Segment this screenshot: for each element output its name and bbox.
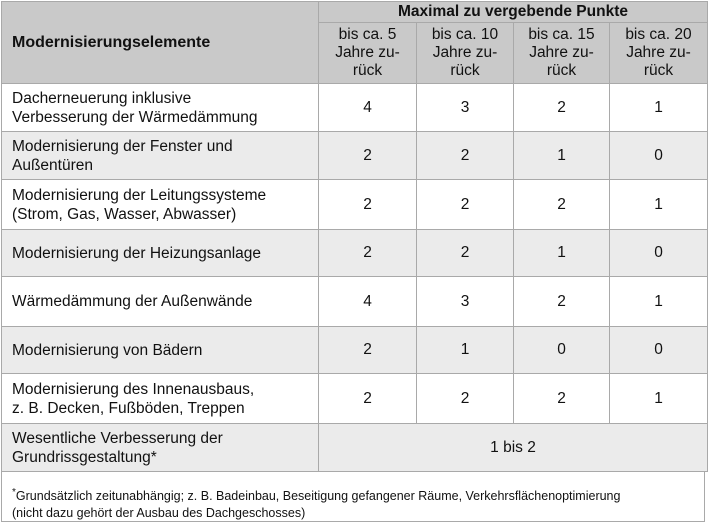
footnote-line-1: Grundsätzlich zeitunabhängig; z. B. Badeinbau, Beseitigung gefangener Räume, Verkehrsflächenoptimierung	[15, 489, 621, 504]
row-label-line-2: Verbesserung der Wärmedämmung	[12, 108, 258, 126]
column-header	[417, 23, 514, 84]
points-cell: 3	[417, 84, 514, 132]
column-header-line-1: bis ca. 15	[528, 26, 595, 43]
footnote-line-2: (nicht dazu gehört der Ausbau des Dachgeschosses)	[12, 506, 306, 521]
row-element-label	[2, 230, 319, 277]
row-element-label	[2, 424, 319, 472]
points-cell: 0	[610, 132, 708, 180]
column-header	[610, 23, 708, 84]
points-cell: 2	[514, 180, 610, 230]
points-cell: 0	[610, 327, 708, 374]
column-header	[319, 23, 417, 84]
row-label-line-1: Modernisierung der Fenster und	[12, 137, 233, 155]
table-row	[2, 230, 708, 277]
header-modernisation-elements: Modernisierungselemente	[2, 2, 319, 84]
points-cell: 1	[610, 180, 708, 230]
row-label-line-1: Modernisierung von Bädern	[12, 341, 203, 359]
column-header-line-3: rück	[643, 62, 674, 79]
points-cell: 2	[319, 374, 417, 424]
table-row	[2, 374, 708, 424]
footnote-marker: *	[12, 487, 16, 498]
column-header-line-2: Jahre zu-	[335, 44, 400, 61]
row-label-line-1: Dacherneuerung inklusive	[12, 89, 192, 107]
row-element-label	[2, 277, 319, 327]
points-cell: 2	[514, 374, 610, 424]
footnote	[1, 472, 705, 522]
row-element-label	[2, 84, 319, 132]
table-row	[2, 132, 708, 180]
points-cell: 1	[514, 230, 610, 277]
table-row	[2, 84, 708, 132]
points-cell: 2	[319, 180, 417, 230]
points-cell-merged: 1 bis 2	[319, 424, 708, 472]
table-row	[2, 277, 708, 327]
row-label-line-1: Wesentliche Verbesserung der	[12, 429, 223, 447]
table-row-floor-plan	[2, 424, 708, 472]
row-label-line-2: z. B. Decken, Fußböden, Treppen	[12, 399, 245, 417]
points-cell: 2	[417, 230, 514, 277]
row-element-label	[2, 180, 319, 230]
points-cell: 1	[417, 327, 514, 374]
header-max-points: Maximal zu vergebende Punkte	[319, 2, 708, 23]
row-label-line-1: Modernisierung der Leitungssysteme	[12, 186, 267, 204]
row-label-line-2: (Strom, Gas, Wasser, Abwasser)	[12, 205, 237, 223]
row-label-line-1: Modernisierung der Heizungsanlage	[12, 244, 262, 262]
points-cell: 2	[319, 132, 417, 180]
points-cell: 2	[319, 230, 417, 277]
row-label-line-2: Außentüren	[12, 156, 93, 174]
points-cell: 2	[417, 132, 514, 180]
points-cell: 2	[417, 374, 514, 424]
column-header-line-2: Jahre zu-	[626, 44, 691, 61]
column-header-line-3: rück	[450, 62, 480, 79]
column-header-line-3: rück	[352, 62, 383, 79]
points-cell: 0	[514, 327, 610, 374]
column-header-line-2: Jahre zu-	[529, 44, 594, 61]
row-element-label	[2, 132, 319, 180]
points-cell: 1	[610, 374, 708, 424]
column-header-line-3: rück	[546, 62, 577, 79]
row-label-line-1: Modernisierung des Innenausbaus,	[12, 380, 255, 398]
points-cell: 1	[610, 277, 708, 327]
table-row	[2, 180, 708, 230]
column-header-line-2: Jahre zu-	[432, 44, 498, 61]
points-cell: 1	[610, 84, 708, 132]
column-header	[514, 23, 610, 84]
points-cell: 4	[319, 277, 417, 327]
column-header-line-1: bis ca. 20	[625, 26, 692, 43]
modernisation-points-table-container	[1, 1, 707, 522]
row-label-line-1: Wärmedämmung der Außenwände	[12, 293, 253, 310]
points-cell: 1	[514, 132, 610, 180]
row-element-label	[2, 327, 319, 374]
points-cell: 2	[514, 84, 610, 132]
points-cell: 3	[417, 277, 514, 327]
table-row	[2, 327, 708, 374]
row-element-label	[2, 374, 319, 424]
points-cell: 4	[319, 84, 417, 132]
table-body	[2, 84, 708, 472]
row-label-line-2: Grundrissgestaltung*	[12, 448, 157, 466]
column-header-line-1: bis ca. 10	[431, 26, 499, 43]
points-cell: 0	[610, 230, 708, 277]
column-header-line-1: bis ca. 5	[338, 26, 397, 43]
points-cell: 2	[319, 327, 417, 374]
points-cell: 2	[417, 180, 514, 230]
points-cell: 2	[514, 277, 610, 327]
modernisation-points-table	[1, 1, 708, 472]
